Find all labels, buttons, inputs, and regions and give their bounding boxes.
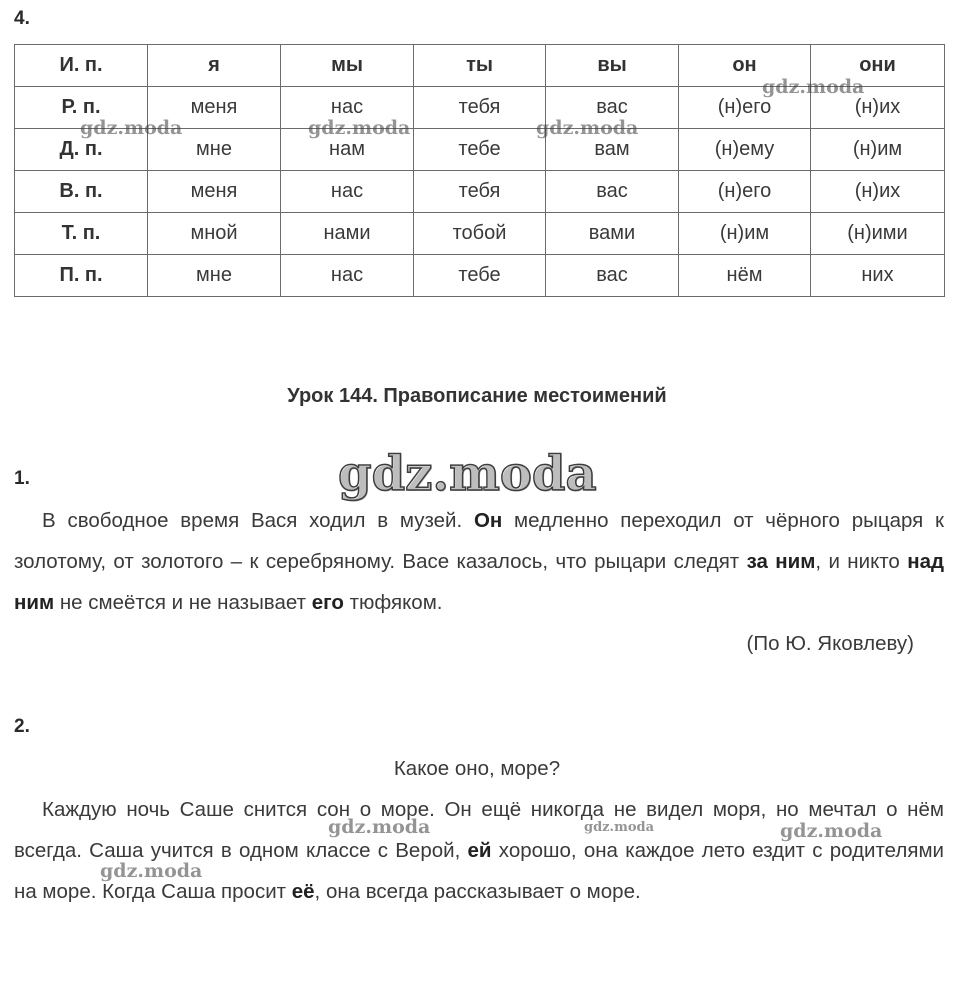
case-cell: П. п. bbox=[15, 255, 148, 297]
table-cell: (н)его bbox=[679, 87, 811, 129]
table-cell: вас bbox=[546, 171, 679, 213]
case-cell: Д. п. bbox=[15, 129, 148, 171]
table-cell: (н)им bbox=[679, 213, 811, 255]
table-cell: (н)их bbox=[811, 87, 945, 129]
table-cell: тебе bbox=[414, 255, 546, 297]
watermark: gdz.moda bbox=[328, 816, 431, 838]
exercise-1-number: 1. bbox=[14, 468, 30, 489]
highlighted-pronoun: её bbox=[291, 880, 315, 903]
table-cell: (н)ими bbox=[811, 213, 945, 255]
table-cell: нём bbox=[679, 255, 811, 297]
watermark: gdz.moda bbox=[536, 117, 639, 139]
header-case: И. п. bbox=[15, 45, 148, 87]
table-cell: мне bbox=[148, 129, 281, 171]
table-header-row bbox=[15, 45, 945, 87]
table-cell: меня bbox=[148, 87, 281, 129]
text-segment: тюфяком. bbox=[343, 591, 443, 614]
highlighted-pronoun: Он bbox=[473, 509, 503, 532]
lesson-title: Урок 144. Правописание местоимений bbox=[287, 385, 667, 407]
table-cell: мне bbox=[148, 255, 281, 297]
table-cell: них bbox=[811, 255, 945, 297]
table-cell: тебя bbox=[414, 87, 546, 129]
table-cell: нас bbox=[281, 171, 414, 213]
table-cell: нас bbox=[281, 255, 414, 297]
table-cell: вас bbox=[546, 87, 679, 129]
table-cell: вам bbox=[546, 129, 679, 171]
table-row bbox=[15, 255, 945, 297]
exercise-2-text bbox=[14, 789, 944, 912]
pronoun-declension-table bbox=[14, 44, 945, 297]
table-cell: тебе bbox=[414, 129, 546, 171]
table-cell: меня bbox=[148, 171, 281, 213]
case-cell: Т. п. bbox=[15, 213, 148, 255]
text-segment: хорошо, она каждое лето ездит с родителями на море. Когда Саша просит bbox=[14, 839, 944, 903]
table-row bbox=[15, 171, 945, 213]
watermark-large: gdz.moda bbox=[338, 446, 597, 502]
text-segment: В свободное время Вася ходил в музей. bbox=[42, 509, 474, 532]
table-cell: (н)ему bbox=[679, 129, 811, 171]
text-segment: медленно переходил от чёрного рыцаря к золотому, от золотого – к серебряному. Васе казалось, что рыцари следят bbox=[14, 509, 944, 573]
table-row bbox=[15, 213, 945, 255]
text-segment: , она всегда рассказывает о море. bbox=[314, 880, 641, 903]
watermark: gdz.moda bbox=[308, 117, 411, 139]
header-cell: они bbox=[811, 45, 945, 87]
watermark: gdz.moda bbox=[762, 76, 865, 98]
header-cell: мы bbox=[281, 45, 414, 87]
watermark: gdz.moda bbox=[80, 117, 183, 139]
exercise-2-heading: Какое оно, море? bbox=[393, 757, 561, 780]
header-cell: вы bbox=[546, 45, 679, 87]
highlighted-pronoun: за ним bbox=[746, 550, 816, 573]
highlighted-pronoun: его bbox=[311, 591, 344, 614]
table-cell: вами bbox=[546, 213, 679, 255]
table-row bbox=[15, 129, 945, 171]
table-row bbox=[15, 87, 945, 129]
case-cell: В. п. bbox=[15, 171, 148, 213]
watermark: gdz.moda bbox=[780, 820, 883, 842]
exercise-1-source: (По Ю. Яковлеву) bbox=[746, 632, 914, 655]
watermark: gdz.moda bbox=[584, 820, 655, 835]
text-segment: , и никто bbox=[815, 550, 908, 573]
table-cell: вас bbox=[546, 255, 679, 297]
header-cell: я bbox=[148, 45, 281, 87]
header-cell: он bbox=[679, 45, 811, 87]
table-cell: тобой bbox=[414, 213, 546, 255]
table-cell: (н)их bbox=[811, 171, 945, 213]
highlighted-pronoun: над ним bbox=[14, 550, 944, 614]
exercise-4-number: 4. bbox=[14, 8, 30, 29]
table-cell: нами bbox=[281, 213, 414, 255]
table-cell: нам bbox=[281, 129, 414, 171]
watermark: gdz.moda bbox=[100, 860, 203, 882]
header-cell: ты bbox=[414, 45, 546, 87]
text-segment: не смеётся и не называет bbox=[54, 591, 312, 614]
exercise-2-number: 2. bbox=[14, 716, 30, 737]
highlighted-pronoun: ей bbox=[467, 839, 492, 862]
table-cell: (н)его bbox=[679, 171, 811, 213]
exercise-1-text bbox=[14, 500, 944, 623]
table-cell: тебя bbox=[414, 171, 546, 213]
case-cell: Р. п. bbox=[15, 87, 148, 129]
table-cell: (н)им bbox=[811, 129, 945, 171]
table-cell: нас bbox=[281, 87, 414, 129]
table-cell: мной bbox=[148, 213, 281, 255]
text-segment: Каждую ночь Саше снится сон о море. Он ещё никогда не видел моря, но мечтал о нём всегда. Саша учится в одном классе с Верой, bbox=[14, 798, 944, 862]
